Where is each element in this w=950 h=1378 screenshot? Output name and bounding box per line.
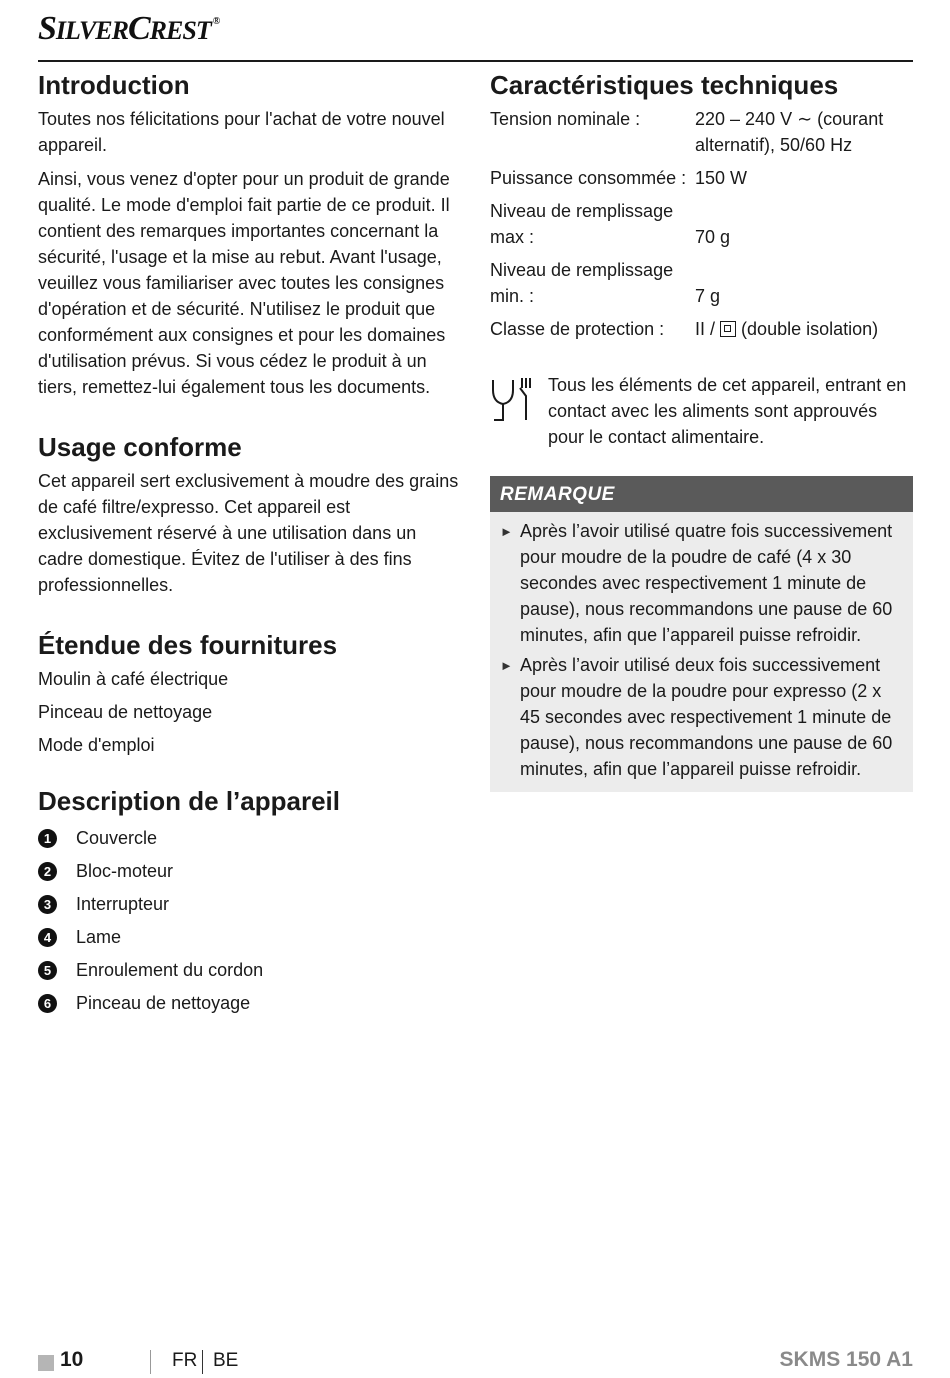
food-contact-text: Tous les éléments de cet appareil, entrant en contact avec les aliments sont approuvés pour le contact alimentaire. [548,375,907,447]
silvercrest-logo: SILVERCREST ® [38,10,220,47]
introduction-paragraph-1: Toutes nos félicitations pour l'achat de votre nouvel appareil. [38,109,445,155]
introduction-paragraph-2: Ainsi, vous venez d'opter pour un produit de grande qualité. Le mode d'emploi fait partie de ce produit. Il contient des remarques importantes concernant la sécurité, l'usage et la mise au rebut. Avant l'usage, veuillez vous familiariser avec toutes les consignes d'opération et de sécurité. N'utilisez le produit que conformément aux consignes et pour les domaines d'utilisation prévus. Si vous cédez le produit à un tiers, remettez-lui également tous les documents. [38,169,450,397]
spec-row [490,316,913,342]
specs-heading: Caractéristiques techniques [490,70,839,100]
page-number: 10 [60,1348,84,1371]
supply-item: Mode d'emploi [38,735,155,755]
model-number: SKMS 150 A1 [779,1348,913,1371]
left-column [38,68,463,1042]
remark-text: Après l’avoir utilisé deux fois successivement pour moudre de la poudre pour expresso (2 x 45 secondes avec respectivement 1 minute de pause), nous recommandons une pause de 60 minutes, afin que l’appareil puisse refroidir. [520,655,893,779]
spec-key: Tension nominale : [490,109,641,129]
usage-heading: Usage conforme [38,432,242,462]
usage-paragraph: Cet appareil sert exclusivement à moudre des grains de café filtre/expresso. Cet appareil est exclusivement réservé à une utilisation dans un cadre domestique. Évitez de l'utiliser à des fins professionnelles. [38,471,459,595]
specs-table [490,106,913,342]
part-number-badge: 5 [38,961,57,980]
part-number-badge: 1 [38,829,57,848]
part-item [38,822,463,855]
description-heading: Description de l’appareil [38,786,340,816]
remark-heading: REMARQUE [490,476,913,512]
supply-list [38,666,463,758]
spec-key: Puissance consommée : [490,168,687,188]
section-usage [38,430,463,598]
part-item [38,888,463,921]
spec-row [490,165,913,191]
food-contact-note [490,372,913,450]
part-label: Pinceau de nettoyage [76,993,251,1013]
part-item [38,987,463,1020]
language-code-fr: FR [172,1350,198,1371]
right-column [490,68,913,792]
part-label: Enroulement du cordon [76,960,264,980]
spec-value: 220 – 240 V ∼ (courant alternatif), 50/60 Hz [695,109,884,155]
double-insulation-icon [720,321,736,337]
arrow-right-icon: ► [500,658,513,673]
part-label: Lame [76,927,122,947]
spec-row [490,106,913,158]
spec-row [490,257,913,309]
spec-row [490,198,913,250]
part-number-badge: 4 [38,928,57,947]
page-header [38,6,913,62]
spec-value: 150 W [695,168,748,188]
page-marker-square-icon [38,1355,54,1371]
supply-item: Pinceau de nettoyage [38,702,213,722]
supply-heading: Étendue des fournitures [38,630,338,660]
part-item [38,954,463,987]
part-item [38,855,463,888]
language-code-be: BE [213,1350,239,1371]
part-number-badge: 6 [38,994,57,1013]
spec-key: Niveau de remplissage max : [490,201,674,247]
remark-box [490,476,913,792]
part-number-badge: 3 [38,895,57,914]
remark-item [500,652,903,782]
glass-fork-icon [490,372,548,450]
supply-item: Moulin à café électrique [38,669,229,689]
part-label: Bloc-moteur [76,861,174,881]
spec-value: II / (double isolation) [695,319,879,339]
parts-list [38,822,463,1020]
spec-value: 70 g [695,227,731,247]
arrow-right-icon: ► [500,524,513,539]
part-label: Interrupteur [76,894,170,914]
part-number-badge: 2 [38,862,57,881]
page-footer [38,1346,913,1378]
section-supply [38,628,463,758]
part-label: Couvercle [76,828,158,848]
part-item [38,921,463,954]
section-description [38,784,463,1020]
introduction-heading: Introduction [38,70,190,100]
remark-item [500,518,903,648]
spec-key: Classe de protection : [490,319,665,339]
section-introduction [38,68,463,400]
spec-key: Niveau de remplissage min. : [490,260,674,306]
remark-text: Après l’avoir utilisé quatre fois successivement pour moudre de la poudre de café (4 x 30 secondes avec respectivement 1 minute de pause), nous recommandons une pause de 60 minutes, afin que l’appareil puisse refroidir. [520,521,893,645]
spec-value: 7 g [695,286,721,306]
